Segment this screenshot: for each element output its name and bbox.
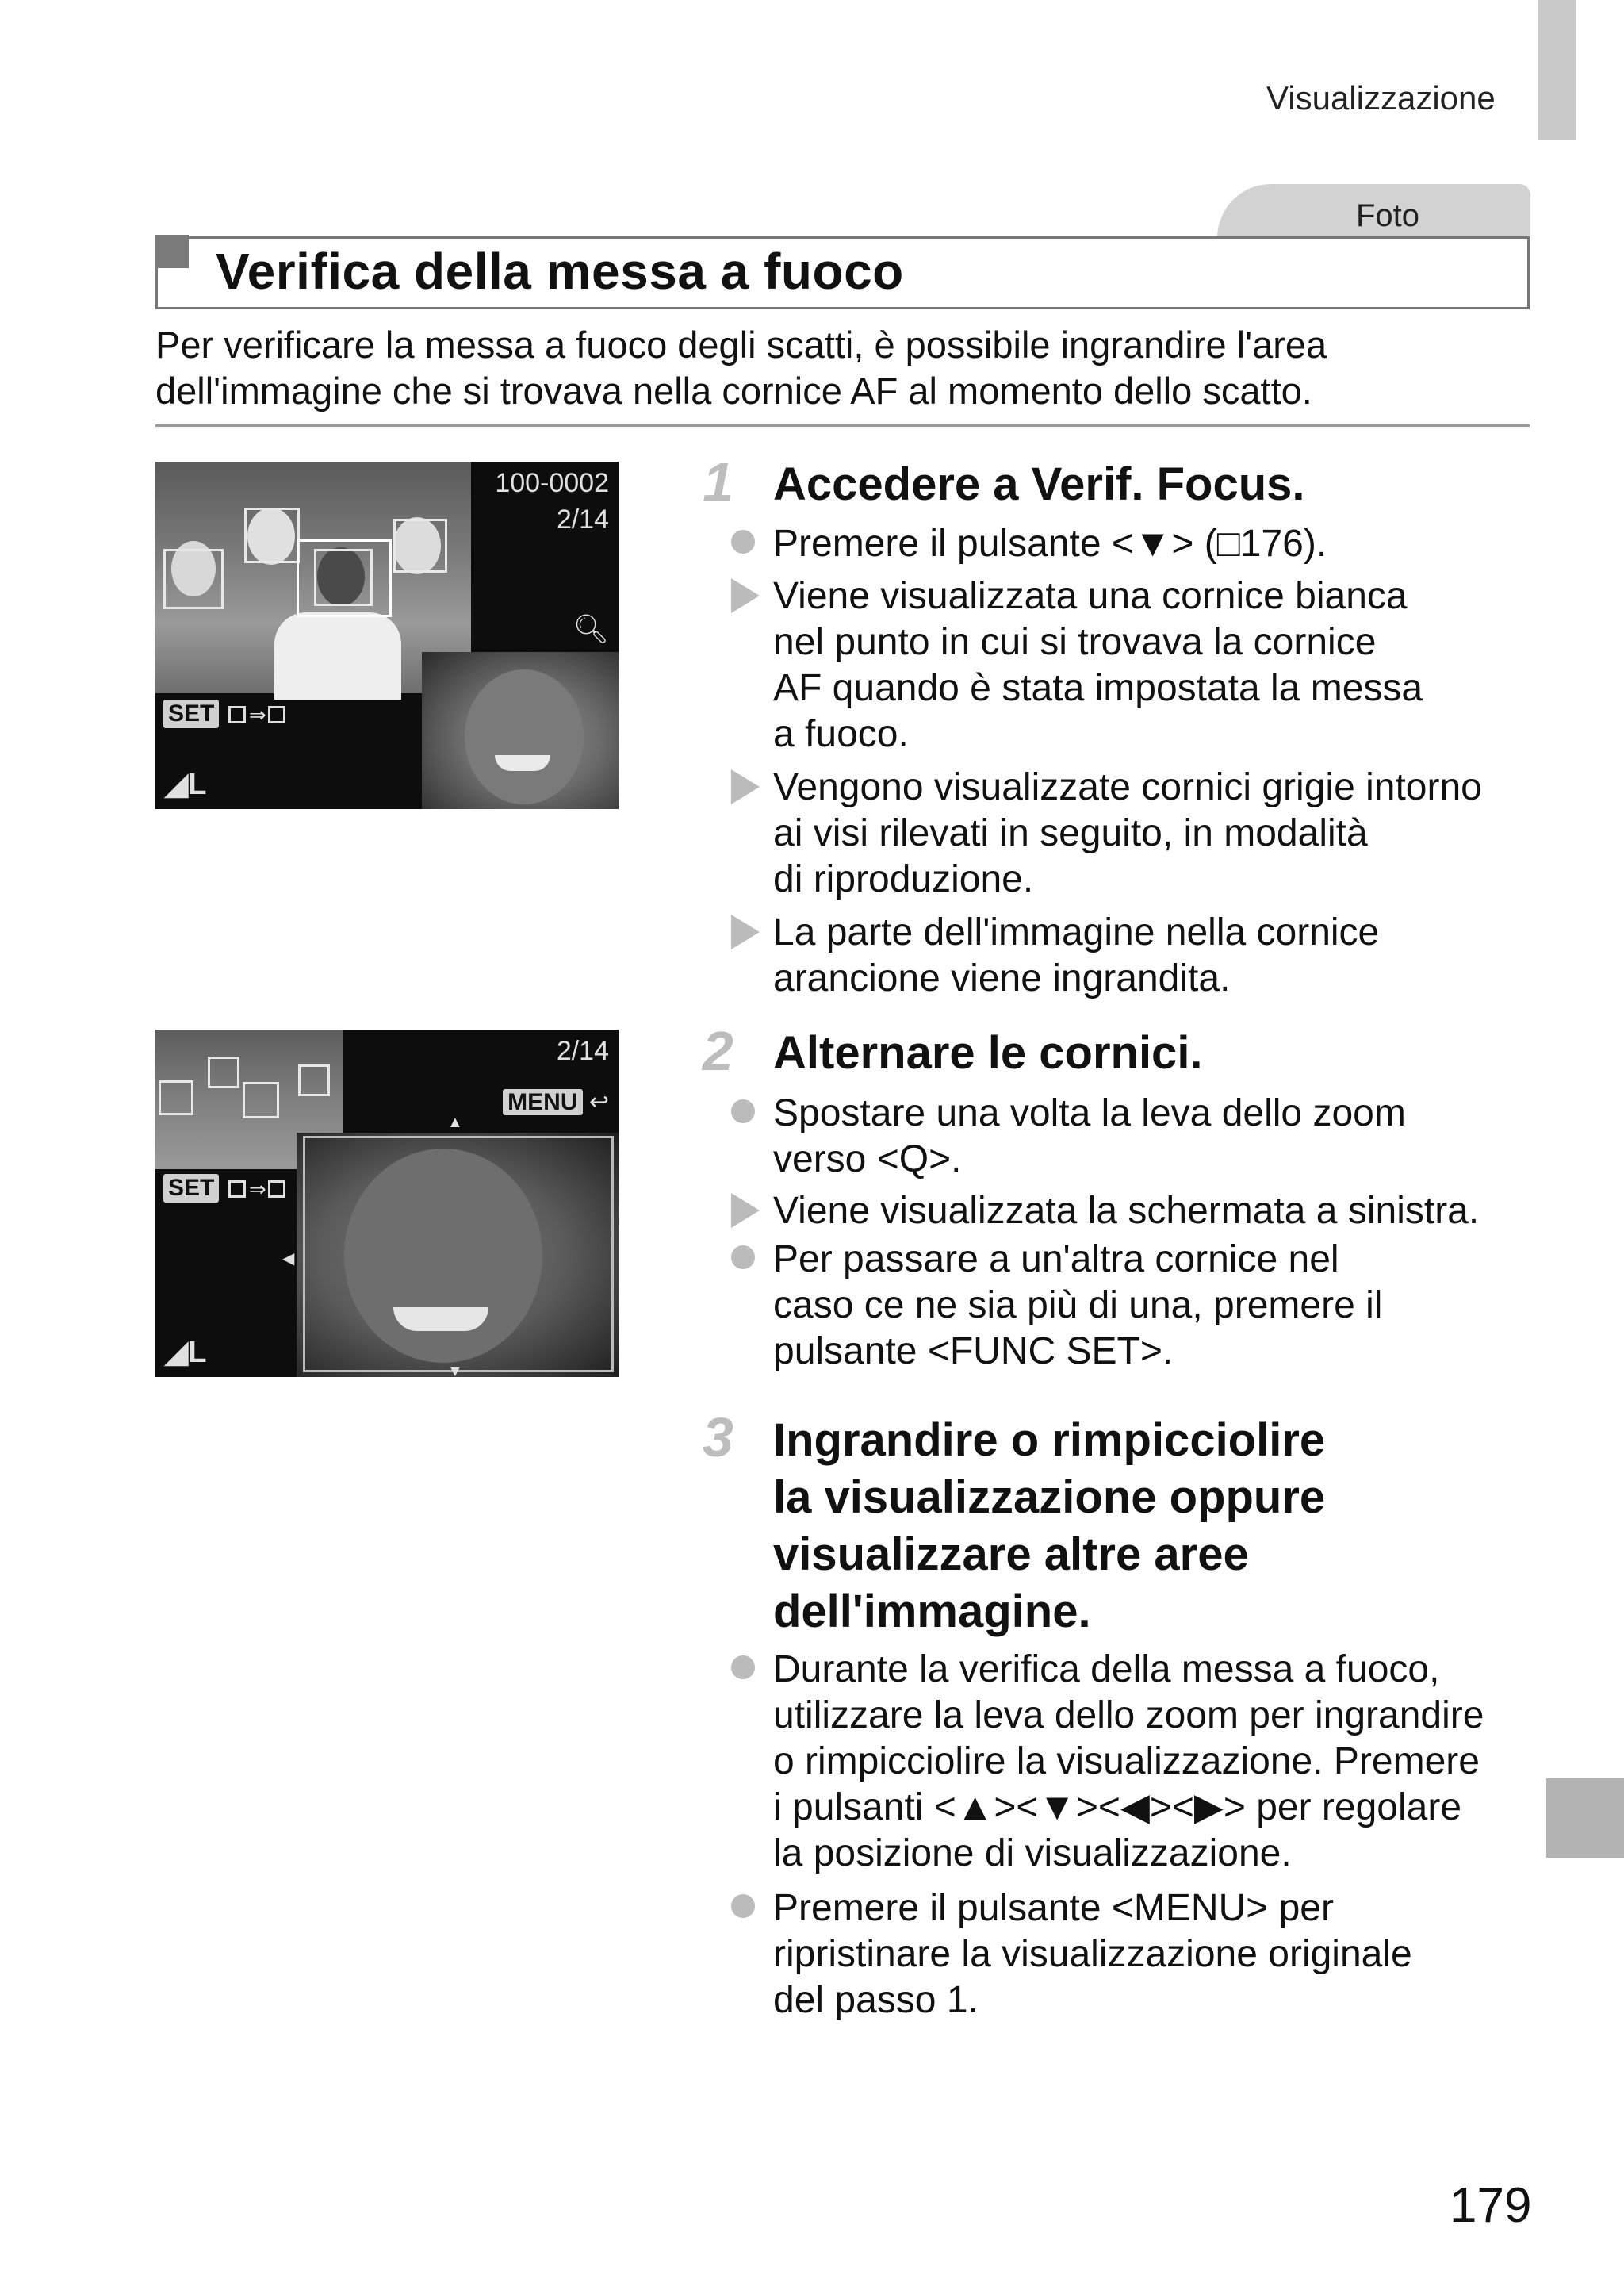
step-title: Accedere a Verif. Focus. [773, 458, 1305, 510]
menu-back-badge [503, 1088, 609, 1116]
result-triangle [731, 578, 760, 613]
text-line: Spostare una volta la leva dello zoom [773, 1092, 1406, 1134]
result-triangle [731, 1193, 760, 1228]
step-2-instruction [773, 1091, 1406, 1183]
text-line: verso <Q>. [773, 1138, 962, 1180]
text-line: a fuoco. [773, 713, 909, 755]
frame-switch-icon [268, 706, 285, 723]
step-1-result [773, 573, 1423, 758]
text-line: i pulsanti <▲><▼><◀><▶> per regolare [773, 1786, 1462, 1828]
intro-line: Per verificare la messa a fuoco degli scatti, è possibile ingrandire l'area [155, 324, 1327, 366]
set-badge: SET [163, 700, 219, 728]
text-line: Durante la verifica della messa a fuoco, [773, 1648, 1440, 1690]
step-1-result [773, 765, 1482, 903]
text-line: ai visi rilevati in seguito, in modalità [773, 812, 1368, 854]
page-title: Verifica della messa a fuoco [216, 243, 904, 300]
zoom-bounds-frame [303, 1136, 614, 1372]
result-triangle [731, 915, 760, 949]
step-number: 2 [703, 1020, 733, 1082]
step-title [773, 1412, 1325, 1640]
face-frame [208, 1057, 239, 1088]
text-line: Vengono visualizzate cornici grigie intorno [773, 766, 1482, 808]
text-line: del passo 1. [773, 1979, 979, 2021]
frame-switch-icon [228, 706, 246, 723]
section-header: Visualizzazione [1266, 79, 1496, 117]
zoom-icon: 🔍︎ [573, 612, 609, 645]
title-line: dell'immagine. [773, 1586, 1091, 1637]
scroll-up-indicator: ▲ [447, 1114, 463, 1131]
step-1-instruction [773, 521, 1327, 567]
text-line: di riproduzione. [773, 858, 1034, 900]
intro-text [155, 322, 1551, 414]
step-title: Alternare le cornici. [773, 1027, 1203, 1079]
file-number: 100-0002 [495, 468, 609, 498]
arrow-icon: ⇒ [249, 1177, 266, 1201]
intro-line: dell'immagine che si trovava nella cornice AF al momento dello scatto. [155, 370, 1312, 412]
result-triangle [731, 769, 760, 804]
text-line: Premere il pulsante <MENU> per [773, 1887, 1334, 1929]
text-line: Viene visualizzata una cornice bianca [773, 575, 1408, 617]
text-line: caso ce ne sia più di una, premere il [773, 1284, 1383, 1326]
text-line: la posizione di visualizzazione. [773, 1832, 1292, 1874]
bullet-dot [731, 1894, 755, 1918]
step-2-result [773, 1188, 1479, 1234]
step-1-result [773, 910, 1379, 1002]
text-line: arancione viene ingrandita. [773, 957, 1231, 999]
back-arrow-icon: ↩ [588, 1089, 609, 1115]
step-3-instruction [773, 1885, 1412, 2023]
child-body [274, 612, 401, 700]
intro-divider [155, 424, 1530, 427]
text-line: pulsante <FUNC SET>. [773, 1330, 1174, 1372]
bullet-dot [731, 1655, 755, 1679]
step-2-instruction [773, 1237, 1382, 1375]
text: Premere il pulsante <▼> (□176). [773, 523, 1327, 565]
face-frame [393, 519, 447, 573]
bullet-dot [731, 530, 755, 554]
set-badge: SET [163, 1174, 219, 1203]
image-size-icon: ◢L [165, 1336, 207, 1369]
face-frame [243, 1082, 279, 1118]
face-frame [314, 549, 373, 606]
chapter-thumb-tab [1546, 1778, 1624, 1858]
image-size-icon: ◢L [165, 768, 207, 801]
title-corner-mark [155, 235, 189, 268]
step-number: 3 [703, 1406, 733, 1468]
text-line: utilizzare la leva dello zoom per ingrandire [773, 1694, 1484, 1736]
page-number: 179 [1450, 2178, 1532, 2233]
face-frame [163, 549, 224, 609]
text-line: o rimpicciolire la visualizzazione. Premere [773, 1740, 1480, 1782]
scroll-left-indicator: ◀ [282, 1250, 295, 1268]
face-frame [244, 508, 300, 563]
text-line: nel punto in cui si trovava la cornice [773, 621, 1377, 663]
image-counter: 2/14 [556, 504, 609, 535]
face-frame [159, 1080, 193, 1115]
text-line: Per passare a un'altra cornice nel [773, 1238, 1339, 1280]
step-number: 1 [703, 451, 733, 513]
menu-label: MENU [503, 1089, 582, 1115]
text-line: La parte dell'immagine nella cornice [773, 911, 1380, 953]
foto-tab-label: Foto [1355, 198, 1419, 233]
text-line: ripristinare la visualizzazione originale [773, 1933, 1412, 1975]
edge-thumb-tab [1538, 0, 1576, 140]
bullet-dot [731, 1245, 755, 1269]
frame-switch-icon [228, 1180, 246, 1198]
step-3-instruction [773, 1647, 1484, 1877]
camera-screen-1 [155, 462, 619, 809]
face-frame [298, 1064, 330, 1096]
arrow-icon: ⇒ [249, 703, 266, 727]
camera-screen-2 [155, 1030, 619, 1377]
frame-switch-icon [268, 1180, 285, 1198]
title-line: visualizzare altre aree [773, 1529, 1249, 1580]
title-line: la visualizzazione oppure [773, 1471, 1326, 1523]
teeth [495, 755, 550, 771]
text-line: Viene visualizzata la schermata a sinistra. [773, 1190, 1480, 1232]
bullet-dot [731, 1099, 755, 1123]
scroll-down-indicator: ▼ [447, 1363, 463, 1377]
image-counter: 2/14 [556, 1036, 609, 1066]
text-line: AF quando è stata impostata la messa [773, 667, 1423, 709]
zoomed-face [465, 669, 584, 804]
title-line: Ingrandire o rimpicciolire [773, 1414, 1326, 1466]
foto-tab [1217, 184, 1530, 238]
